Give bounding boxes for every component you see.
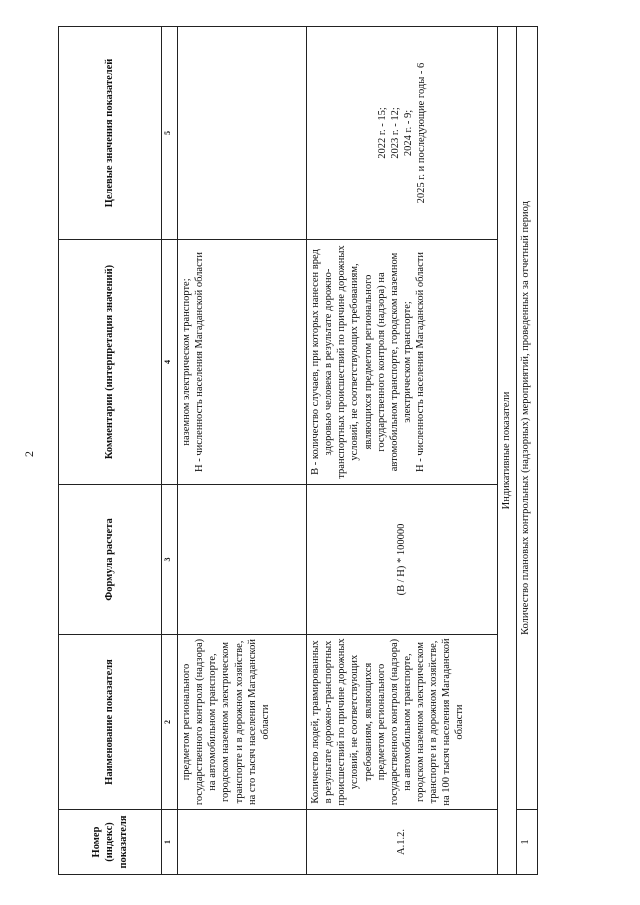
row3-text: Количество плановых контрольных (надзорных) мероприятий, проведенных за отчетный период (517, 27, 538, 810)
row1-comment: наземном электрическом транспорте; Н - численность населения Магаданской области (178, 240, 307, 485)
table-row (517, 27, 538, 875)
row1-formula (178, 485, 307, 635)
row2-index: А.1.2. (307, 810, 498, 875)
header-name: Наименование показателя (59, 635, 162, 810)
header-formula: Формула расчета (59, 485, 162, 635)
row1-targets (178, 27, 307, 240)
row3-index: 1 (517, 810, 538, 875)
col-index-5: 5 (162, 27, 178, 240)
row1-name: предметом регионального государственного контроля (надзора) на автомобильном транспорте, городском наземном электрическом транспорте и в дорожном хозяйстве, на сто тысяч населения Магаданской области (178, 635, 307, 810)
header-row (59, 27, 162, 875)
row1-index (178, 810, 307, 875)
row2-formula: (В / Н) * 100000 (307, 485, 498, 635)
header-index: Номер (индекс) показателя (59, 810, 162, 875)
row2-comment: В - количество случаев, при которых нанесен вред здоровью человека в результате дорожно-транспортных происшествий по причине дорожных условий, не соответствующих требованиям, являющихся предметом регионального государственного контроля (надзора) на автомобильном транспорте, городском наземном электрическом транспорте; Н - численность населения Магаданской области (307, 240, 498, 485)
table-row (178, 27, 307, 875)
col-index-1: 1 (162, 810, 178, 875)
column-index-row (162, 27, 178, 875)
section-title: Индикативные показатели (498, 27, 517, 875)
header-targets: Целевые значения показателей (59, 27, 162, 240)
col-index-2: 2 (162, 635, 178, 810)
header-comment: Комментарии (интерпретация значений) (59, 240, 162, 485)
col-index-4: 4 (162, 240, 178, 485)
row2-name: Количество людей, травмированных в результате дорожно-транспортных происшествий по причине дорожных условий, не соответствующих требованиям, являющихся предметом регионального государственного контроля (надзора) на автомобильном транспорте, городском наземном электрическом транспорте и в дорожном хозяйстве, на 100 тысяч населения Магаданской области (307, 635, 498, 810)
indicators-table (58, 26, 538, 875)
col-index-3: 3 (162, 485, 178, 635)
table-row (307, 27, 498, 875)
section-row (498, 27, 517, 875)
page-number: 2 (22, 451, 36, 457)
row2-targets: 2022 г. - 15; 2023 г. - 12; 2024 г. - 9; 2025 г. и последующие годы - 6 (307, 27, 498, 240)
